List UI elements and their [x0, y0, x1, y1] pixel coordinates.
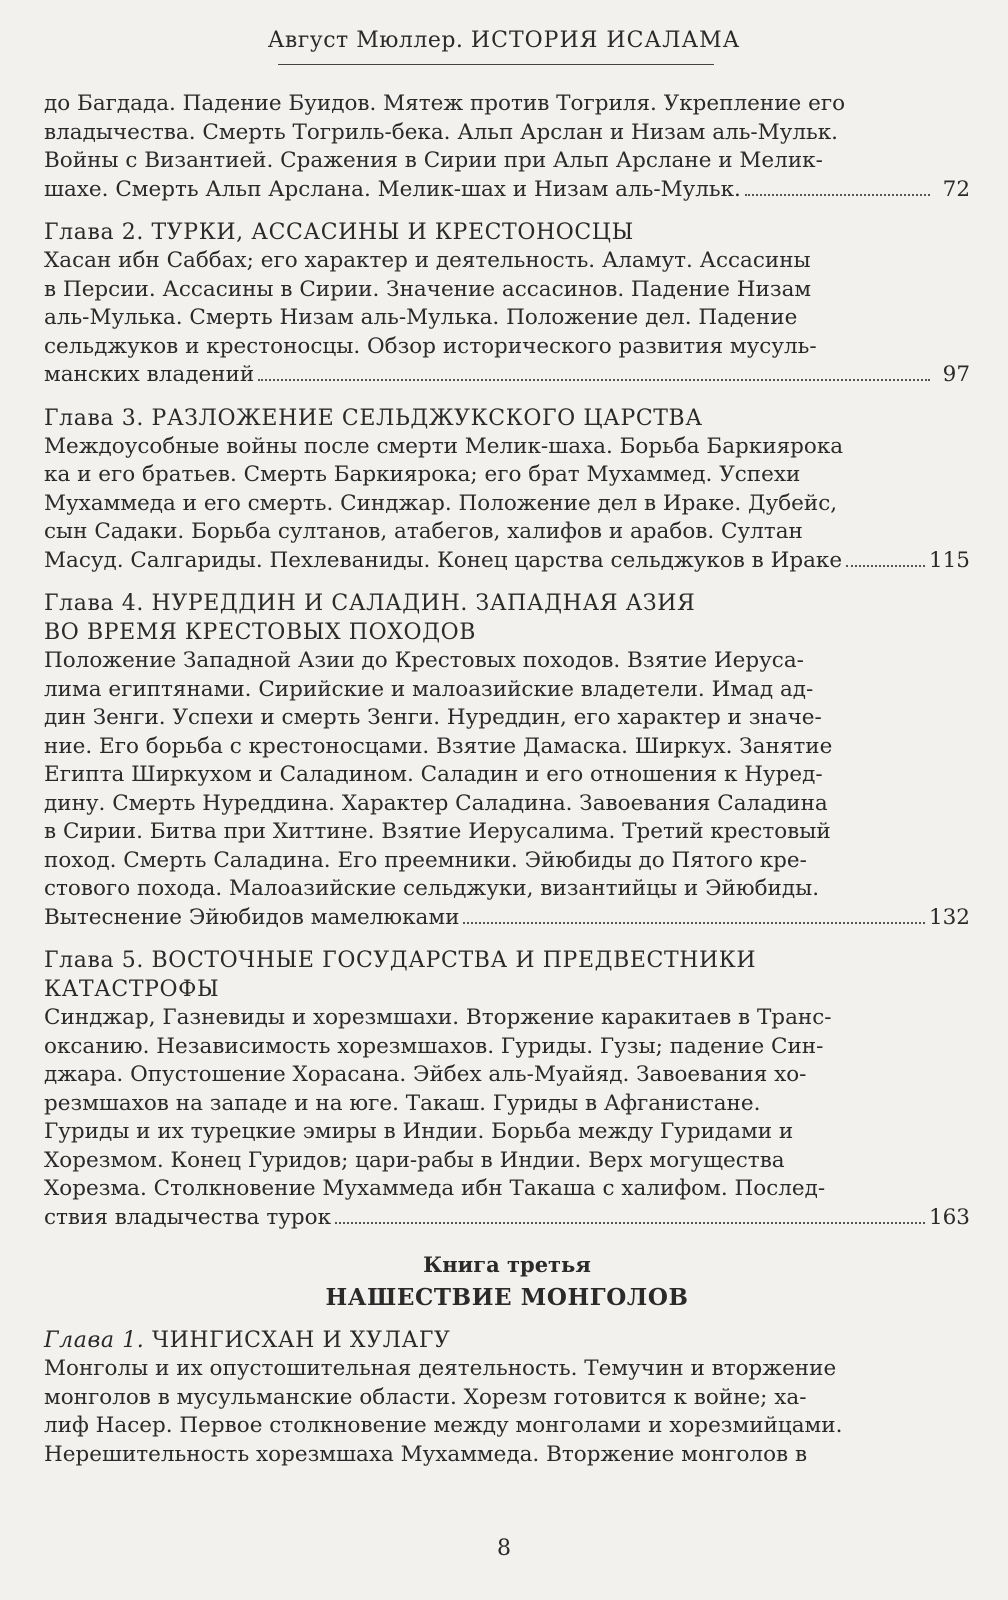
running-head	[0, 28, 1008, 53]
description-line: аль-Мулька. Смерть Низам аль-Мулька. Положение дел. Падение	[44, 305, 798, 330]
description-line: джара. Опустошение Хорасана. Эйбех аль-Муайяд. Завоевания хо-	[44, 1062, 807, 1087]
running-head-author: Август Мюллер.	[267, 28, 464, 53]
dot-leader	[258, 361, 930, 381]
description-line: оксанию. Независимость хорезмшахов. Гуриды. Гузы; падение Син-	[44, 1033, 824, 1059]
entry-last-line	[44, 904, 970, 933]
description-line: до Багдада. Падение Буидов. Мятеж против Тогриля. Укрепление его	[44, 91, 846, 116]
toc-entry-chapter-4	[44, 589, 970, 932]
table-of-contents	[44, 90, 970, 1483]
book-label: Книга третья	[423, 1252, 591, 1277]
description-line: монголов в мусульманские области. Хорезм готовится к войне; ха-	[44, 1384, 807, 1410]
description-line: Египта Ширкухом и Саладином. Саладин и его отношения к Нуред-	[44, 762, 823, 787]
description-line: Войны с Византией. Сражения в Сирии при Альп Арслане и Мелик-	[44, 148, 823, 173]
description-line: Монголы и их опустошительная деятельность. Темучин и вторжение	[44, 1356, 837, 1381]
entry-last-line	[44, 1204, 970, 1233]
description-line: ние. Его борьба с крестоносцами. Взятие Дамаска. Ширкух. Занятие	[44, 733, 833, 759]
chapter-title: Глава 2. ТУРКИ, АССАСИНЫ И КРЕСТОНОСЦЫ	[44, 220, 634, 245]
description-line: стового похода. Малоазийские сельджуки, византийцы и Эйюбиды.	[44, 876, 820, 901]
entry-last-line	[44, 176, 970, 205]
page-number: 115	[928, 547, 970, 573]
chapter-description	[44, 90, 919, 176]
description-line: Положение Западной Азии до Крестовых походов. Взятие Иеруса-	[44, 648, 804, 673]
description-line: сельджуков и крестоносцы. Обзор исторического развития мусуль-	[44, 333, 817, 359]
description-line: ствия владычества турок	[44, 1204, 332, 1230]
description-line: Вытеснение Эйюбидов мамелюками	[44, 904, 460, 930]
dot-leader	[745, 176, 930, 196]
dot-leader	[335, 1204, 925, 1224]
description-line: сын Садаки. Борьба султанов, атабегов, халифов и арабов. Султан	[44, 519, 803, 544]
description-line: Хорезма. Столкновение Мухаммеда ибн Такаша с халифом. Послед-	[44, 1176, 826, 1201]
description-line: дину. Смерть Нуреддина. Характер Саладина. Завоевания Саладина	[44, 790, 828, 816]
description-line: Мухаммеда и его смерть. Синджар. Положение дел в Ираке. Дубейс,	[44, 490, 838, 516]
description-line: поход. Смерть Саладина. Его преемники. Эйюбиды до Пятого кре-	[44, 847, 807, 873]
page-number: 72	[942, 176, 970, 202]
description-line: в Сирии. Битва при Хиттине. Взятие Иерусалима. Третий крестовый	[44, 819, 831, 844]
entry-last-line	[44, 361, 970, 390]
chapter-title: Глава 4. НУРЕДДИН И САЛАДИН. ЗАПАДНАЯ АЗИЯ	[44, 591, 696, 616]
chapter-title: Глава 5. ВОСТОЧНЫЕ ГОСУДАРСТВА И ПРЕДВЕСТНИКИ	[44, 948, 757, 973]
description-line: владычества. Смерть Тогриль-бека. Альп Арслан и Низам аль-Мульк.	[44, 119, 838, 145]
description-line: Гуриды и их турецкие эмиры в Индии. Борьба между Гуридами и	[44, 1119, 794, 1144]
chapter-description	[44, 433, 919, 547]
toc-entry-chapter-5	[44, 946, 970, 1232]
description-line: Синджар, Газневиды и хорезмшахи. Вторжение каракитаев в Транс-	[44, 1005, 832, 1030]
chapter-description	[44, 1355, 919, 1469]
page-folio: 8	[497, 1536, 511, 1561]
chapter-description	[44, 247, 919, 361]
running-head-rule	[278, 64, 714, 65]
description-line: Нерешительность хорезмшаха Мухаммеда. Вторжение монголов в	[44, 1441, 808, 1467]
chapter-title: Глава 3. РАЗЛОЖЕНИЕ СЕЛЬДЖУКСКОГО ЦАРСТВА	[44, 405, 703, 431]
description-line: резмшахов на западе и на юге. Такаш. Гуриды в Афганистане.	[44, 1090, 761, 1116]
chapter-description	[44, 647, 919, 904]
chapter-description	[44, 1004, 919, 1204]
dot-leader	[846, 547, 925, 567]
toc-entry-chapter-2	[44, 218, 970, 390]
chapter-title	[44, 1326, 970, 1355]
page-number: 97	[942, 362, 970, 387]
description-line: лима египтянами. Сирийские и малоазийские владетели. Имад ад-	[44, 676, 814, 702]
page-number: 163	[928, 1204, 970, 1230]
description-line: Масуд. Салгариды. Пехлеваниды. Конец царства сельджуков в Ираке	[44, 547, 843, 573]
toc-entry-book3-chapter-1	[44, 1326, 970, 1469]
dot-leader	[463, 904, 925, 924]
running-head-title: ИСТОРИЯ ИСАЛАМА	[470, 28, 741, 53]
chapter-title-continued: ВО ВРЕМЯ КРЕСТОВЫХ ПОХОДОВ	[44, 620, 477, 645]
description-line: манских владений	[44, 362, 255, 387]
description-line: ка и его братьев. Смерть Баркиярока; его брат Мухаммед. Успехи	[44, 462, 801, 487]
description-line: в Персии. Ассасины в Сирии. Значение ассасинов. Падение Низам	[44, 276, 812, 302]
chapter-title-text: ЧИНГИСХАН И ХУЛАГУ	[152, 1328, 451, 1353]
description-line: лиф Насер. Первое столкновение между монголами и хорезмийцами.	[44, 1413, 843, 1438]
entry-last-line	[44, 547, 970, 576]
book-heading	[44, 1250, 970, 1316]
description-line: дин Зенги. Успехи и смерть Зенги. Нуреддин, его характер и значе-	[44, 705, 822, 730]
chapter-prefix: Глава 1.	[44, 1328, 145, 1353]
toc-entry-chapter-3	[44, 404, 970, 576]
description-line: шахе. Смерть Альп Арслана. Мелик-шах и Низам аль-Мульк.	[44, 176, 741, 202]
description-line: Хасан ибн Саббах; его характер и деятельность. Аламут. Ассасины	[44, 248, 811, 273]
toc-entry-continued	[44, 90, 970, 204]
page-number: 132	[928, 904, 970, 930]
chapter-title-continued: КАТАСТРОФЫ	[44, 977, 220, 1002]
description-line: Междоусобные войны после смерти Мелик-шаха. Борьба Баркиярока	[44, 433, 844, 459]
book-title: НАШЕСТВИЕ МОНГОЛОВ	[325, 1284, 689, 1311]
description-line: Хорезмом. Конец Гуридов; цари-рабы в Индии. Верх могущества	[44, 1147, 785, 1173]
